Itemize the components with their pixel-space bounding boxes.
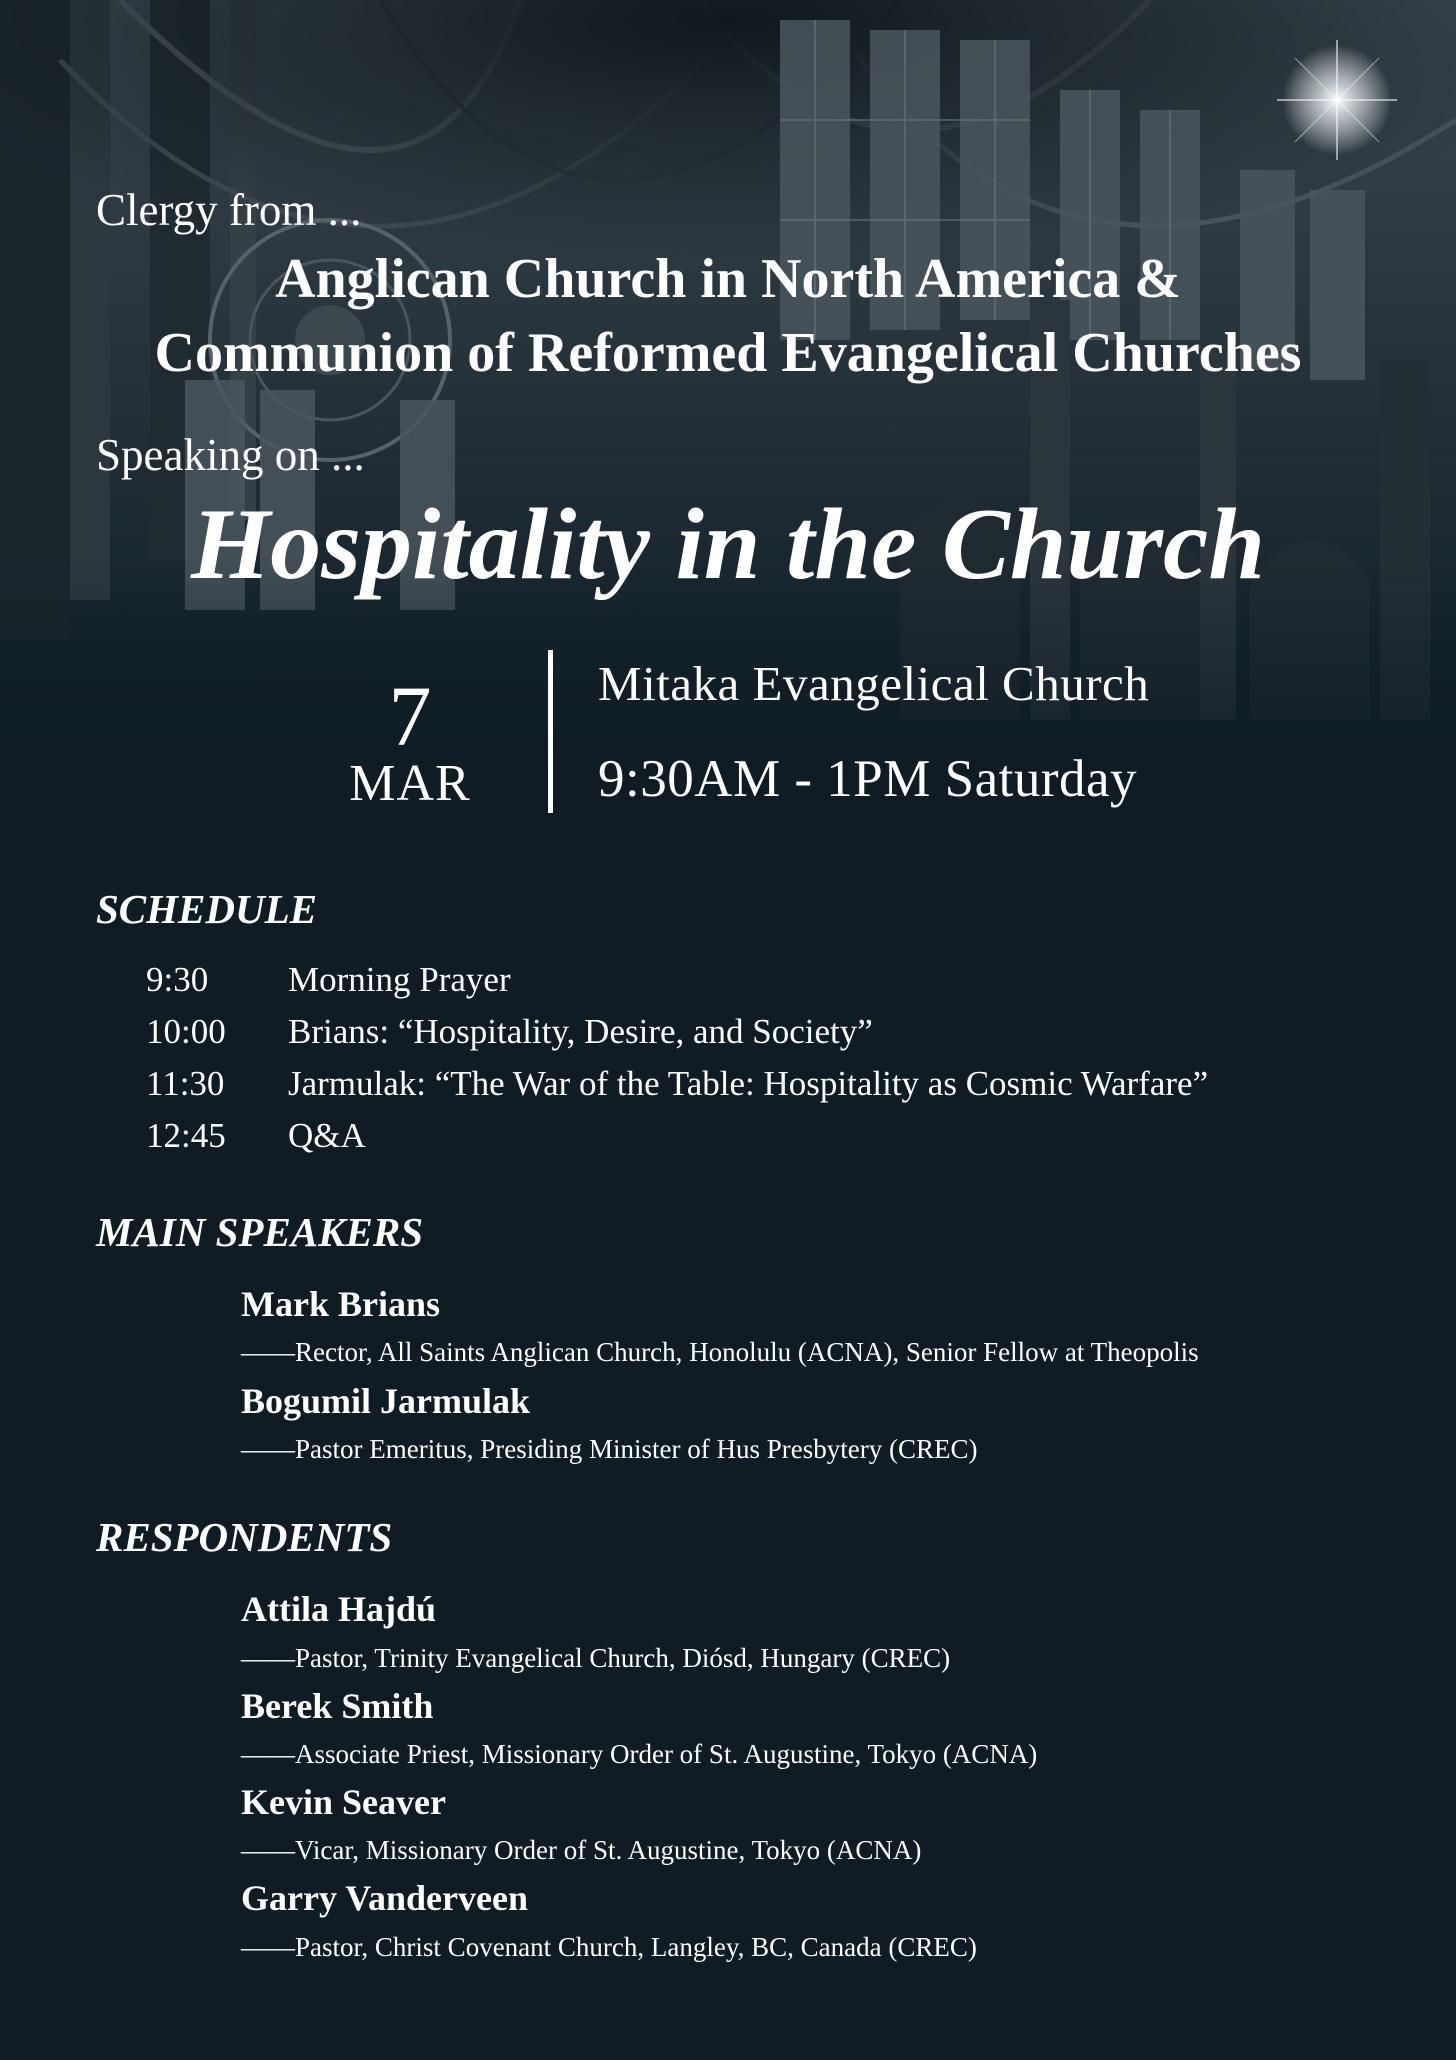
date-divider <box>548 650 553 813</box>
speaker-name: Bogumil Jarmulak <box>241 1381 531 1421</box>
respondent-name: Berek Smith <box>241 1686 434 1726</box>
event-day: 7 <box>388 668 432 764</box>
schedule-item-title: Jarmulak: “The War of the Table: Hospitality as Cosmic Warfare” <box>288 1064 1209 1103</box>
org-line-1: Anglican Church in North America & <box>275 248 1181 310</box>
schedule-item-title: Q&A <box>288 1116 366 1155</box>
respondent-role: ——Pastor, Christ Covenant Church, Langley, BC, Canada (CREC) <box>241 1932 977 1962</box>
speaking-on-label: Speaking on ... <box>96 430 365 480</box>
schedule-item-title: Morning Prayer <box>288 960 511 999</box>
respondent-name: Kevin Seaver <box>241 1782 446 1822</box>
speaker-role: ——Rector, All Saints Anglican Church, Honolulu (ACNA), Senior Fellow at Theopolis <box>241 1337 1199 1367</box>
schedule-row <box>146 1061 1208 1107</box>
event-time: 9:30AM - 1PM Saturday <box>598 750 1138 808</box>
schedule-heading: SCHEDULE <box>96 886 317 932</box>
main-speakers-heading: MAIN SPEAKERS <box>96 1209 423 1255</box>
schedule-time: 9:30 <box>146 960 209 999</box>
schedule-row <box>146 1113 366 1159</box>
schedule-item-title: Brians: “Hospitality, Desire, and Society” <box>288 1012 873 1051</box>
event-title: Hospitality in the Church <box>190 488 1266 601</box>
respondent-role: ——Associate Priest, Missionary Order of St. Augustine, Tokyo (ACNA) <box>241 1739 1038 1769</box>
organizations-heading <box>0 242 1456 390</box>
respondent-name: Attila Hajdú <box>241 1589 437 1629</box>
respondents-heading: RESPONDENTS <box>96 1514 393 1560</box>
schedule-row <box>146 957 511 1003</box>
schedule-time: 12:45 <box>146 1116 226 1155</box>
event-month: MAR <box>349 755 471 812</box>
speaker-role: ——Pastor Emeritus, Presiding Minister of Hus Presbytery (CREC) <box>241 1434 978 1464</box>
respondent-role: ——Pastor, Trinity Evangelical Church, Diósd, Hungary (CREC) <box>241 1643 951 1673</box>
schedule-time: 11:30 <box>146 1064 225 1103</box>
clergy-from-label: Clergy from ... <box>96 185 362 235</box>
event-venue: Mitaka Evangelical Church <box>598 656 1150 711</box>
org-line-2: Communion of Reformed Evangelical Churches <box>154 322 1302 384</box>
respondent-name: Garry Vanderveen <box>241 1878 528 1918</box>
respondent-role: ——Vicar, Missionary Order of St. Augustine, Tokyo (ACNA) <box>241 1835 922 1865</box>
speaker-name: Mark Brians <box>241 1284 441 1324</box>
schedule-row <box>146 1009 873 1055</box>
schedule-time: 10:00 <box>146 1012 226 1051</box>
